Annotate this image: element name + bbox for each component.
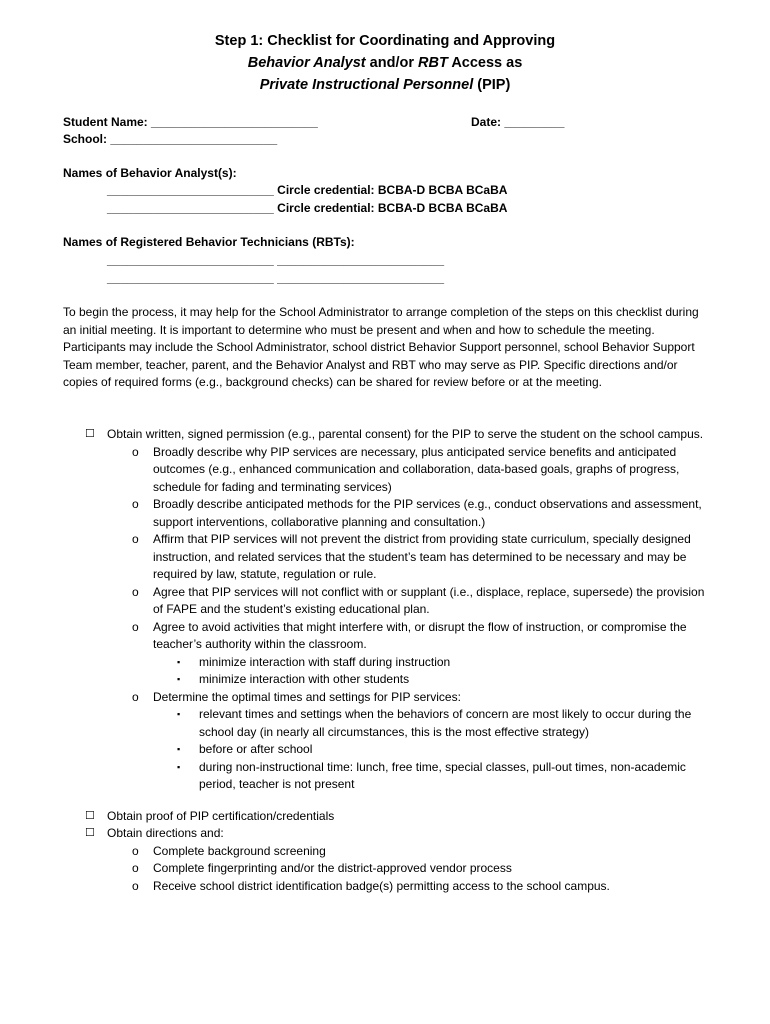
list-item	[132, 878, 713, 896]
behavior-analyst-line-2[interactable]: _________________________ Circle credential: BCBA-D BCBA BCaBA	[107, 201, 508, 215]
list-item	[132, 843, 713, 861]
list-item	[132, 496, 713, 531]
checkbox-icon[interactable]: ☐	[85, 827, 95, 839]
checklist	[0, 426, 770, 895]
list-item-text: Broadly describe why PIP services are necessary, plus anticipated service benefits and anticipated outcomes (e.g., enhanced communication and collaboration, data-based goals, graphs of progress, schedule for fading and terminating services)	[153, 444, 680, 494]
square-bullet-icon: ▪	[177, 744, 181, 754]
circle-bullet-icon: o	[132, 584, 139, 599]
list-item	[177, 654, 709, 672]
student-name-field[interactable]: Student Name: _________________________	[63, 115, 318, 129]
checklist-item-directions	[85, 825, 707, 843]
list-item-text: during non-instructional time: lunch, free time, special classes, pull-out times, non-academic period, teacher is not present	[199, 759, 686, 791]
title-behavior-analyst: Behavior Analyst	[247, 55, 366, 71]
rbt-line-2[interactable]: _________________________ _________________________	[107, 271, 445, 285]
behavior-analyst-heading: Names of Behavior Analyst(s):	[63, 166, 237, 180]
circle-bullet-icon: o	[132, 444, 139, 459]
circle-bullet-icon: o	[132, 861, 139, 875]
square-bullet-icon: ▪	[177, 709, 181, 719]
circle-bullet-icon: o	[132, 689, 139, 704]
square-bullet-icon: ▪	[177, 674, 181, 684]
title-rbt: RBT	[418, 55, 448, 71]
intro-paragraph: To begin the process, it may help for the School Administrator to arrange completion of the steps on this checklist during an initial meeting. It is important to determine who must be present and when and how to schedule the meeting. Participants may include the School Administrator, school district Behavior Support personnel, school Behavior Support Team member, teacher, parent, and the Behavior Analyst and RBT who may serve as PIP. Specific directions and/or copies of required forms (e.g., background checks) can be shared for review before or at the meeting.	[63, 305, 699, 389]
list-item-text: minimize interaction with other students	[199, 672, 410, 686]
list-spacer	[0, 794, 770, 808]
list-item-text: Complete fingerprinting and/or the district-approved vendor process	[153, 861, 512, 875]
checklist-item-permission	[85, 426, 707, 444]
list-item	[132, 444, 713, 497]
list-item-text: Receive school district identification badge(s) permitting access to the school campus.	[153, 878, 610, 893]
list-item	[132, 584, 713, 619]
square-bullet-icon: ▪	[177, 761, 181, 772]
behavior-analyst-line-1[interactable]: _________________________ Circle credential: BCBA-D BCBA BCaBA	[107, 183, 508, 197]
document-title	[0, 30, 770, 96]
checklist-item-credentials	[85, 808, 707, 826]
circle-bullet-icon: o	[132, 619, 139, 634]
list-item-text: Agree that PIP services will not conflict with or supplant (i.e., displace, replace, supersede) the provision of FAPE and the student’s existing educational plan.	[153, 584, 705, 616]
list-item	[132, 689, 713, 707]
circle-bullet-icon: o	[132, 497, 139, 511]
title-access-as: Access as	[447, 55, 523, 71]
title-pip-full: Private Instructional Personnel	[259, 77, 474, 93]
list-item	[132, 860, 713, 878]
circle-bullet-icon: o	[132, 532, 139, 546]
list-item-text: Agree to avoid activities that might interfere with, or disrupt the flow of instruction, or compromise the teacher’s authority within the classroom.	[153, 619, 687, 651]
list-item	[132, 531, 713, 584]
checklist-item-text: Obtain directions and:	[107, 826, 224, 840]
list-item-text: Broadly describe anticipated methods for the PIP services (e.g., conduct observations and assessment, support interventions, collaborative planning and consultation.)	[153, 497, 702, 529]
checkbox-icon[interactable]: ☐	[85, 428, 95, 440]
list-item-text: Affirm that PIP services will not prevent the district from providing state curriculum, specially designed instruction, and related services that the student’s team has determined to be necessary and may be required by law, statute, regulation or rule.	[153, 532, 691, 581]
square-bullet-icon: ▪	[177, 656, 181, 667]
title-line-2	[0, 52, 770, 74]
list-item-text: Complete background screening	[153, 843, 326, 858]
checklist-item-text: Obtain written, signed permission (e.g., parental consent) for the PIP to serve the student on the school campus.	[107, 427, 704, 441]
list-item	[132, 619, 713, 654]
school-field[interactable]: School: _________________________	[63, 132, 278, 146]
list-item	[177, 706, 709, 741]
list-item-text: relevant times and settings when the behaviors of concern are most likely to occur during the school day (in nearly all circumstances, this is the most effective strategy)	[199, 707, 692, 739]
list-item-text: minimize interaction with staff during instruction	[199, 654, 451, 669]
list-item	[177, 671, 709, 689]
rbt-line-1[interactable]: _________________________ _________________________	[107, 253, 445, 267]
title-line-1: Step 1: Checklist for Coordinating and Approving	[214, 33, 556, 49]
list-item	[177, 741, 709, 759]
checkbox-icon[interactable]: ☐	[85, 809, 95, 822]
checklist-item-text: Obtain proof of PIP certification/credentials	[107, 808, 335, 823]
title-and-or: and/or	[365, 55, 419, 71]
list-item-text: before or after school	[199, 742, 313, 756]
circle-bullet-icon: o	[132, 878, 139, 893]
circle-bullet-icon: o	[132, 843, 139, 858]
list-item	[177, 759, 709, 794]
date-field[interactable]: Date: _________	[471, 115, 565, 129]
list-item-text: Determine the optimal times and settings for PIP services:	[153, 689, 461, 704]
rbt-heading: Names of Registered Behavior Technicians (RBTs):	[63, 235, 355, 249]
title-line-3	[0, 74, 770, 96]
title-pip-abbr: (PIP)	[473, 77, 511, 93]
